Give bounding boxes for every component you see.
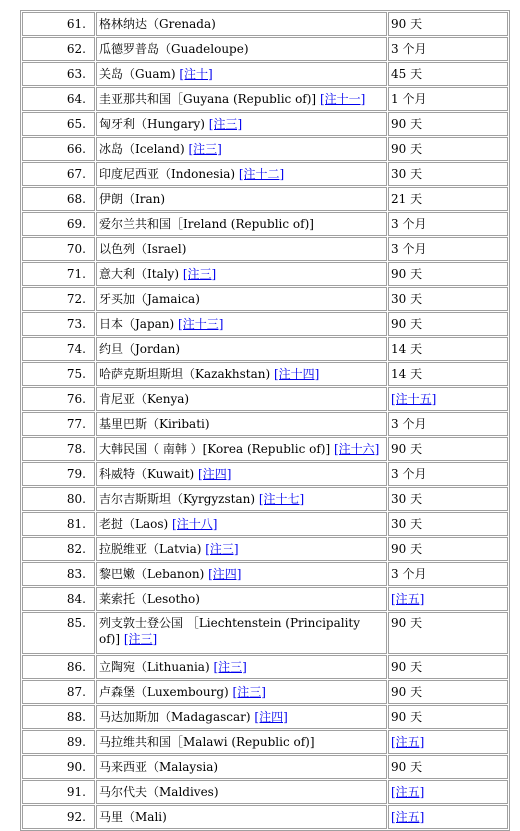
stay-period: 14 天 [391,342,423,356]
table-row [22,212,508,236]
visa-exemption-table [20,10,510,831]
stay-period-cell [388,62,508,86]
country-name: 约旦（Jordan) [99,342,181,356]
stay-period-cell [388,680,508,704]
country-name: 格林纳达（Grenada) [99,17,216,31]
table-row [22,680,508,704]
country-name: 大韩民国（ 南韩 ）[Korea (Republic of)] [99,442,331,456]
country-name-cell [96,112,387,136]
stay-period-cell [388,137,508,161]
stay-period-cell [388,462,508,486]
country-name: 马达加斯加（Madagascar) [99,710,251,724]
table-row [22,162,508,186]
row-number: 82. [22,537,95,561]
stay-period: 1 个月 [391,92,427,106]
row-number: 91. [22,780,95,804]
table-row [22,362,508,386]
row-number: 87. [22,680,95,704]
country-name: 吉尔吉斯斯坦（Kyrgyzstan) [99,492,256,506]
table-row [22,237,508,261]
note-link[interactable]: [注五] [391,592,425,606]
country-name-cell [96,437,387,461]
note-link[interactable]: [注五] [391,735,425,749]
country-name-cell [96,412,387,436]
stay-period: 3 个月 [391,217,427,231]
note-link[interactable]: [注十六] [333,442,380,456]
table-row [22,730,508,754]
stay-period-cell [388,262,508,286]
stay-period-cell [388,87,508,111]
table-row [22,705,508,729]
note-link[interactable]: [注十三] [178,317,224,331]
stay-period-cell [388,312,508,336]
note-link[interactable]: [注三] [208,117,243,131]
country-name: 马尔代夫（Maldives) [99,785,219,799]
row-number: 73. [22,312,95,336]
stay-period-cell [388,362,508,386]
row-number: 84. [22,587,95,611]
stay-period-cell [388,287,508,311]
note-link[interactable]: [注十五] [391,392,437,406]
stay-period: 90 天 [391,760,423,774]
stay-period: 3 个月 [391,242,427,256]
country-name-cell [96,162,387,186]
country-name-cell [96,587,387,611]
stay-period-cell [388,337,508,361]
stay-period: 90 天 [391,142,423,156]
stay-period: 3 个月 [391,42,427,56]
stay-period-cell [388,187,508,211]
stay-period-cell [388,237,508,261]
country-name: 马里（Mali) [99,810,167,824]
row-number: 71. [22,262,95,286]
table-row [22,780,508,804]
row-number: 75. [22,362,95,386]
stay-period: 90 天 [391,267,423,281]
stay-period-cell [388,755,508,779]
country-name-cell [96,37,387,61]
stay-period-cell [388,705,508,729]
stay-period: 30 天 [391,167,423,181]
row-number: 85. [22,612,95,654]
table-row [22,262,508,286]
row-number: 90. [22,755,95,779]
table-row [22,12,508,36]
country-name-cell [96,262,387,286]
country-name: 基里巴斯（Kiribati) [99,417,210,431]
row-number: 68. [22,187,95,211]
table-row [22,537,508,561]
note-link[interactable]: [注十] [179,67,213,81]
stay-period: 3 个月 [391,467,427,481]
country-name-cell [96,780,387,804]
table-row [22,587,508,611]
row-number: 79. [22,462,95,486]
country-name: 马拉维共和国［Malawi (Republic of)] [99,735,315,749]
stay-period: 30 天 [391,517,423,531]
country-name: 马来西亚（Malaysia) [99,760,219,774]
country-name: 匈牙利（Hungary) [99,117,205,131]
country-name: 拉脱维亚（Latvia) [99,542,202,556]
country-name: 圭亚那共和国［Guyana (Republic of)] [99,92,317,106]
country-name-cell [96,87,387,111]
country-name-cell [96,237,387,261]
stay-period: 90 天 [391,17,423,31]
stay-period-cell [388,212,508,236]
row-number: 81. [22,512,95,536]
country-name: 瓜德罗普岛（Guadeloupe) [99,42,249,56]
country-name-cell [96,287,387,311]
note-link[interactable]: [注四] [254,710,288,724]
note-link[interactable]: [注三] [232,685,266,699]
country-name-cell [96,387,387,411]
row-number: 70. [22,237,95,261]
note-link[interactable]: [注十一] [319,92,366,106]
stay-period: 3 个月 [391,417,427,431]
country-name: 卢森堡（Luxembourg) [99,685,229,699]
table-row [22,62,508,86]
stay-period: 90 天 [391,710,423,724]
row-number: 89. [22,730,95,754]
stay-period: 90 天 [391,660,423,674]
country-name-cell [96,12,387,36]
country-name-cell [96,705,387,729]
country-name: 列支敦士登公国 ［Liechtenstein (Principality of)] [99,616,361,646]
row-number: 61. [22,12,95,36]
table-row [22,187,508,211]
stay-period: 3 个月 [391,567,427,581]
row-number: 78. [22,437,95,461]
country-name-cell [96,612,387,654]
country-name-cell [96,312,387,336]
stay-period: 90 天 [391,317,423,331]
visa-exemption-table-container [20,10,504,831]
stay-period: 14 天 [391,367,423,381]
stay-period-cell [388,112,508,136]
table-row [22,137,508,161]
table-row [22,612,508,654]
table-row [22,805,508,829]
note-link[interactable]: [注四] [198,467,232,481]
country-name: 关岛（Guam) [99,67,176,81]
table-row [22,87,508,111]
country-name-cell [96,537,387,561]
country-name: 以色列（Israel) [99,242,187,256]
table-row [22,37,508,61]
row-number: 83. [22,562,95,586]
stay-period-cell [388,587,508,611]
row-number: 88. [22,705,95,729]
country-name-cell [96,805,387,829]
table-row [22,287,508,311]
table-row [22,487,508,511]
country-name-cell [96,680,387,704]
note-link[interactable]: [注十七] [258,492,305,506]
stay-period-cell [388,12,508,36]
stay-period-cell [388,805,508,829]
country-name: 黎巴嫩（Lebanon) [99,567,205,581]
stay-period: 90 天 [391,117,423,131]
stay-period-cell [388,162,508,186]
country-name-cell [96,512,387,536]
table-row [22,655,508,679]
country-name-cell [96,462,387,486]
country-name-cell [96,187,387,211]
row-number: 77. [22,412,95,436]
country-name-cell [96,362,387,386]
table-row [22,112,508,136]
note-link[interactable]: [注三] [205,542,239,556]
country-name: 意大利（Italy) [99,267,180,281]
note-link[interactable]: [注十二] [238,167,285,181]
row-number: 65. [22,112,95,136]
row-number: 64. [22,87,95,111]
stay-period-cell [388,562,508,586]
stay-period-cell [388,412,508,436]
table-row [22,387,508,411]
country-name: 牙买加（Jamaica) [99,292,200,306]
table-row [22,462,508,486]
row-number: 67. [22,162,95,186]
table-row [22,437,508,461]
stay-period-cell [388,37,508,61]
stay-period-cell [388,387,508,411]
country-name-cell [96,730,387,754]
stay-period-cell [388,437,508,461]
table-row [22,562,508,586]
stay-period: 90 天 [391,685,423,699]
country-name-cell [96,487,387,511]
note-link[interactable]: [注五] [391,785,425,799]
country-name-cell [96,562,387,586]
note-link[interactable]: [注五] [391,810,425,824]
stay-period: 30 天 [391,492,423,506]
stay-period: 90 天 [391,442,423,456]
note-link[interactable]: [注十八] [172,517,218,531]
table-row [22,312,508,336]
country-name-cell [96,62,387,86]
country-name: 老挝（Laos) [99,517,169,531]
table-row [22,337,508,361]
table-row [22,512,508,536]
note-link[interactable]: [注四] [208,567,242,581]
country-name-cell [96,337,387,361]
country-name-cell [96,212,387,236]
stay-period-cell [388,612,508,654]
country-name-cell [96,755,387,779]
row-number: 76. [22,387,95,411]
stay-period-cell [388,730,508,754]
country-name: 立陶宛（Lithuania) [99,660,210,674]
row-number: 74. [22,337,95,361]
note-link[interactable]: [注三] [123,632,158,646]
row-number: 66. [22,137,95,161]
country-name: 日本（Japan) [99,317,175,331]
row-number: 92. [22,805,95,829]
row-number: 80. [22,487,95,511]
country-name: 哈萨克斯坦斯坦（Kazakhstan) [99,367,271,381]
table-row [22,412,508,436]
stay-period: 30 天 [391,292,423,306]
country-name: 伊朗（Iran) [99,192,166,206]
row-number: 69. [22,212,95,236]
country-name: 莱索托（Lesotho) [99,592,200,606]
stay-period: 45 天 [391,67,423,81]
stay-period-cell [388,512,508,536]
stay-period-cell [388,655,508,679]
stay-period-cell [388,487,508,511]
country-name: 印度尼西亚（Indonesia) [99,167,236,181]
note-link[interactable]: [注十四] [273,367,320,381]
stay-period: 21 天 [391,192,423,206]
note-link[interactable]: [注三] [213,660,247,674]
table-row [22,755,508,779]
stay-period: 90 天 [391,616,423,630]
stay-period: 90 天 [391,542,423,556]
row-number: 63. [22,62,95,86]
stay-period-cell [388,537,508,561]
row-number: 86. [22,655,95,679]
table-body [22,12,508,829]
country-name-cell [96,655,387,679]
country-name: 爱尔兰共和国［Ireland (Republic of)] [99,217,314,231]
country-name: 冰岛（Iceland) [99,142,185,156]
stay-period-cell [388,780,508,804]
row-number: 62. [22,37,95,61]
country-name: 肯尼亚（Kenya) [99,392,190,406]
country-name-cell [96,137,387,161]
note-link[interactable]: [注三] [188,142,222,156]
row-number: 72. [22,287,95,311]
country-name: 科威特（Kuwait) [99,467,195,481]
note-link[interactable]: [注三] [182,267,217,281]
